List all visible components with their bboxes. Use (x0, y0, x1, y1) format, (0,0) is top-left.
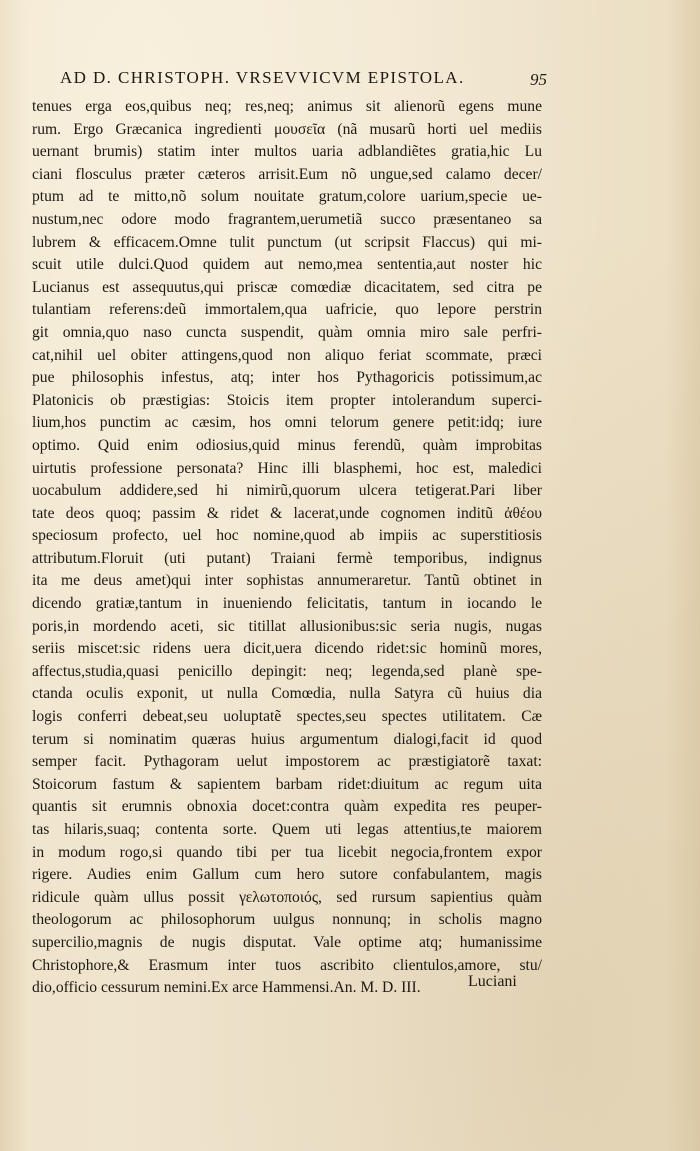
text-line: scuit utile dulci.Quod quidem aut nemo,mea sententia,aut noster hic (32, 256, 542, 274)
text-line: ridicule quàm ullus possit γελωτοποιός, sed rursum sapientius quàm (32, 888, 542, 906)
text-line: speciosum profecto, uel hoc nomine,quod ab impiis ac superstitiosis (32, 527, 542, 545)
text-line: uernant brumis) statim inter multos uaria adblandiẽtes gratia,hic Lu (32, 143, 542, 161)
text-line: Platonicis ob præstigias: Stoicis item propter intolerandum superci- (32, 391, 542, 409)
text-line: logis conferri debeat,seu uoluptatẽ spectes,seu spectes utilitatem. Cæ (32, 708, 542, 726)
catchword: Luciani (468, 973, 517, 990)
text-line: theologorum ac philosophorum uulgus nonnunq; in scholis magno (32, 911, 542, 929)
text-line: rigere. Audies enim Gallum cum hero sutore confabulantem, magis (32, 866, 542, 884)
text-line: pue philosophis infestus, atq; inter hos Pythagoricis potissimum,ac (32, 369, 542, 387)
text-line: lubrem & efficacem.Omne tulit punctum (ut scripsit Flaccus) qui mi- (32, 233, 542, 251)
text-line: semper facit. Pythagoram uelut impostorem ac præstigiatorẽ taxat: (32, 753, 542, 771)
running-title: AD D. CHRISTOPH. VRSEVVICVM EPISTOLA. (60, 68, 465, 87)
letter-body (32, 96, 542, 1000)
text-line: supercilio,magnis de nugis disputat. Vale optime atq; humanissime (32, 933, 542, 951)
text-line: cat,nihil uel obiter attingens,quod non aliquo feriat scommate, præci (32, 346, 542, 364)
text-line: attributum.Floruit (uti putant) Traiani fermè temporibus, indignus (32, 549, 542, 567)
text-line: poris,in mordendo aceti, sic titillat allusionibus:sic seria nugis, nugas (32, 617, 542, 635)
text-line: quantis sit erumnis obnoxia docet:contra quàm expedita res peuper- (32, 798, 542, 816)
text-line: uocabulum addidere,sed hi nimirũ,quorum ulcera tetigerat.Pari liber (32, 482, 542, 500)
text-line: ptum ad te mitto,nõ solum nouitate gratum,colore uarium,specie ue- (32, 188, 542, 206)
text-line: tate deos quoq; passim & ridet & lacerat,unde cognomen inditũ ἀθέου (32, 504, 542, 522)
text-line: dicendo gratiæ,tantum in inueniendo felicitatis, tantum in iocando le (32, 595, 542, 613)
page-number: 95 (530, 70, 547, 89)
text-line: seriis miscet:sic ridens uera dicit,uera dicendo ridet:sic hominũ mores, (32, 640, 542, 658)
text-line: optimo. Quid enim odiosius,quid minus ferendũ, quàm improbitas (32, 436, 542, 454)
text-line: in modum rogo,si quando tibi per tua licebit negocia,frontem expor (32, 843, 542, 861)
text-line: ciani flosculus præter cæteros arrisit.Eum nõ ungue,sed calamo decer/ (32, 165, 542, 183)
text-line: Lucianus est assequutus,qui priscæ comœdiæ dicacitatem, sed citra pe (32, 278, 542, 296)
text-line: lium,hos punctim ac cæsim, hos omni telorum genere petit:idq; iure (32, 414, 542, 432)
text-line: ita me deus amet)qui inter sophistas annumeraretur. Tantũ obtinet in (32, 572, 542, 590)
text-line: tulantiam referens:deũ immortalem,qua uafricie, quo lepore perstrin (32, 301, 542, 319)
text-line: rum. Ergo Græcanica ingredienti μουσεῖα (nã musarũ horti uel mediis (32, 120, 542, 138)
text-line: tas hilaris,suaq; contenta sorte. Quem uti legas attentius,te maiorem (32, 821, 542, 838)
text-line: Stoicorum fastum & sapientem barbam ridet:diuitum ac regum uita (32, 775, 542, 793)
text-line: dio,officio cessurum nemini.Ex arce Hammensi.An. M. D. III. (32, 979, 421, 997)
text-line: nustum,nec odore modo fragrantem,uerumetiã succo præsentaneo sa (32, 210, 542, 228)
text-line: terum si nominatim quæras huius argumentum dialogi,facit id quod (32, 730, 542, 748)
text-line: git omnia,quo naso cuncta suspendit, quàm omnia miro sale perfri- (32, 323, 542, 341)
text-line: uirtutis professione personata? Hinc illi blasphemi, hoc est, maledici (32, 459, 542, 477)
text-line: affectus,studia,quasi penicillo depingit: neq; legenda,sed planè spe- (32, 662, 542, 680)
text-line: tenues erga eos,quibus neq; res,neq; animus sit alienorũ egens mune (32, 98, 542, 115)
text-line: Christophore,& Erasmum inter tuos ascribito clientulos,amore, stu/ (32, 956, 542, 974)
text-line: ctanda oculis exponit, ut nulla Comœdia, nulla Satyra cũ huius dia (32, 685, 542, 703)
